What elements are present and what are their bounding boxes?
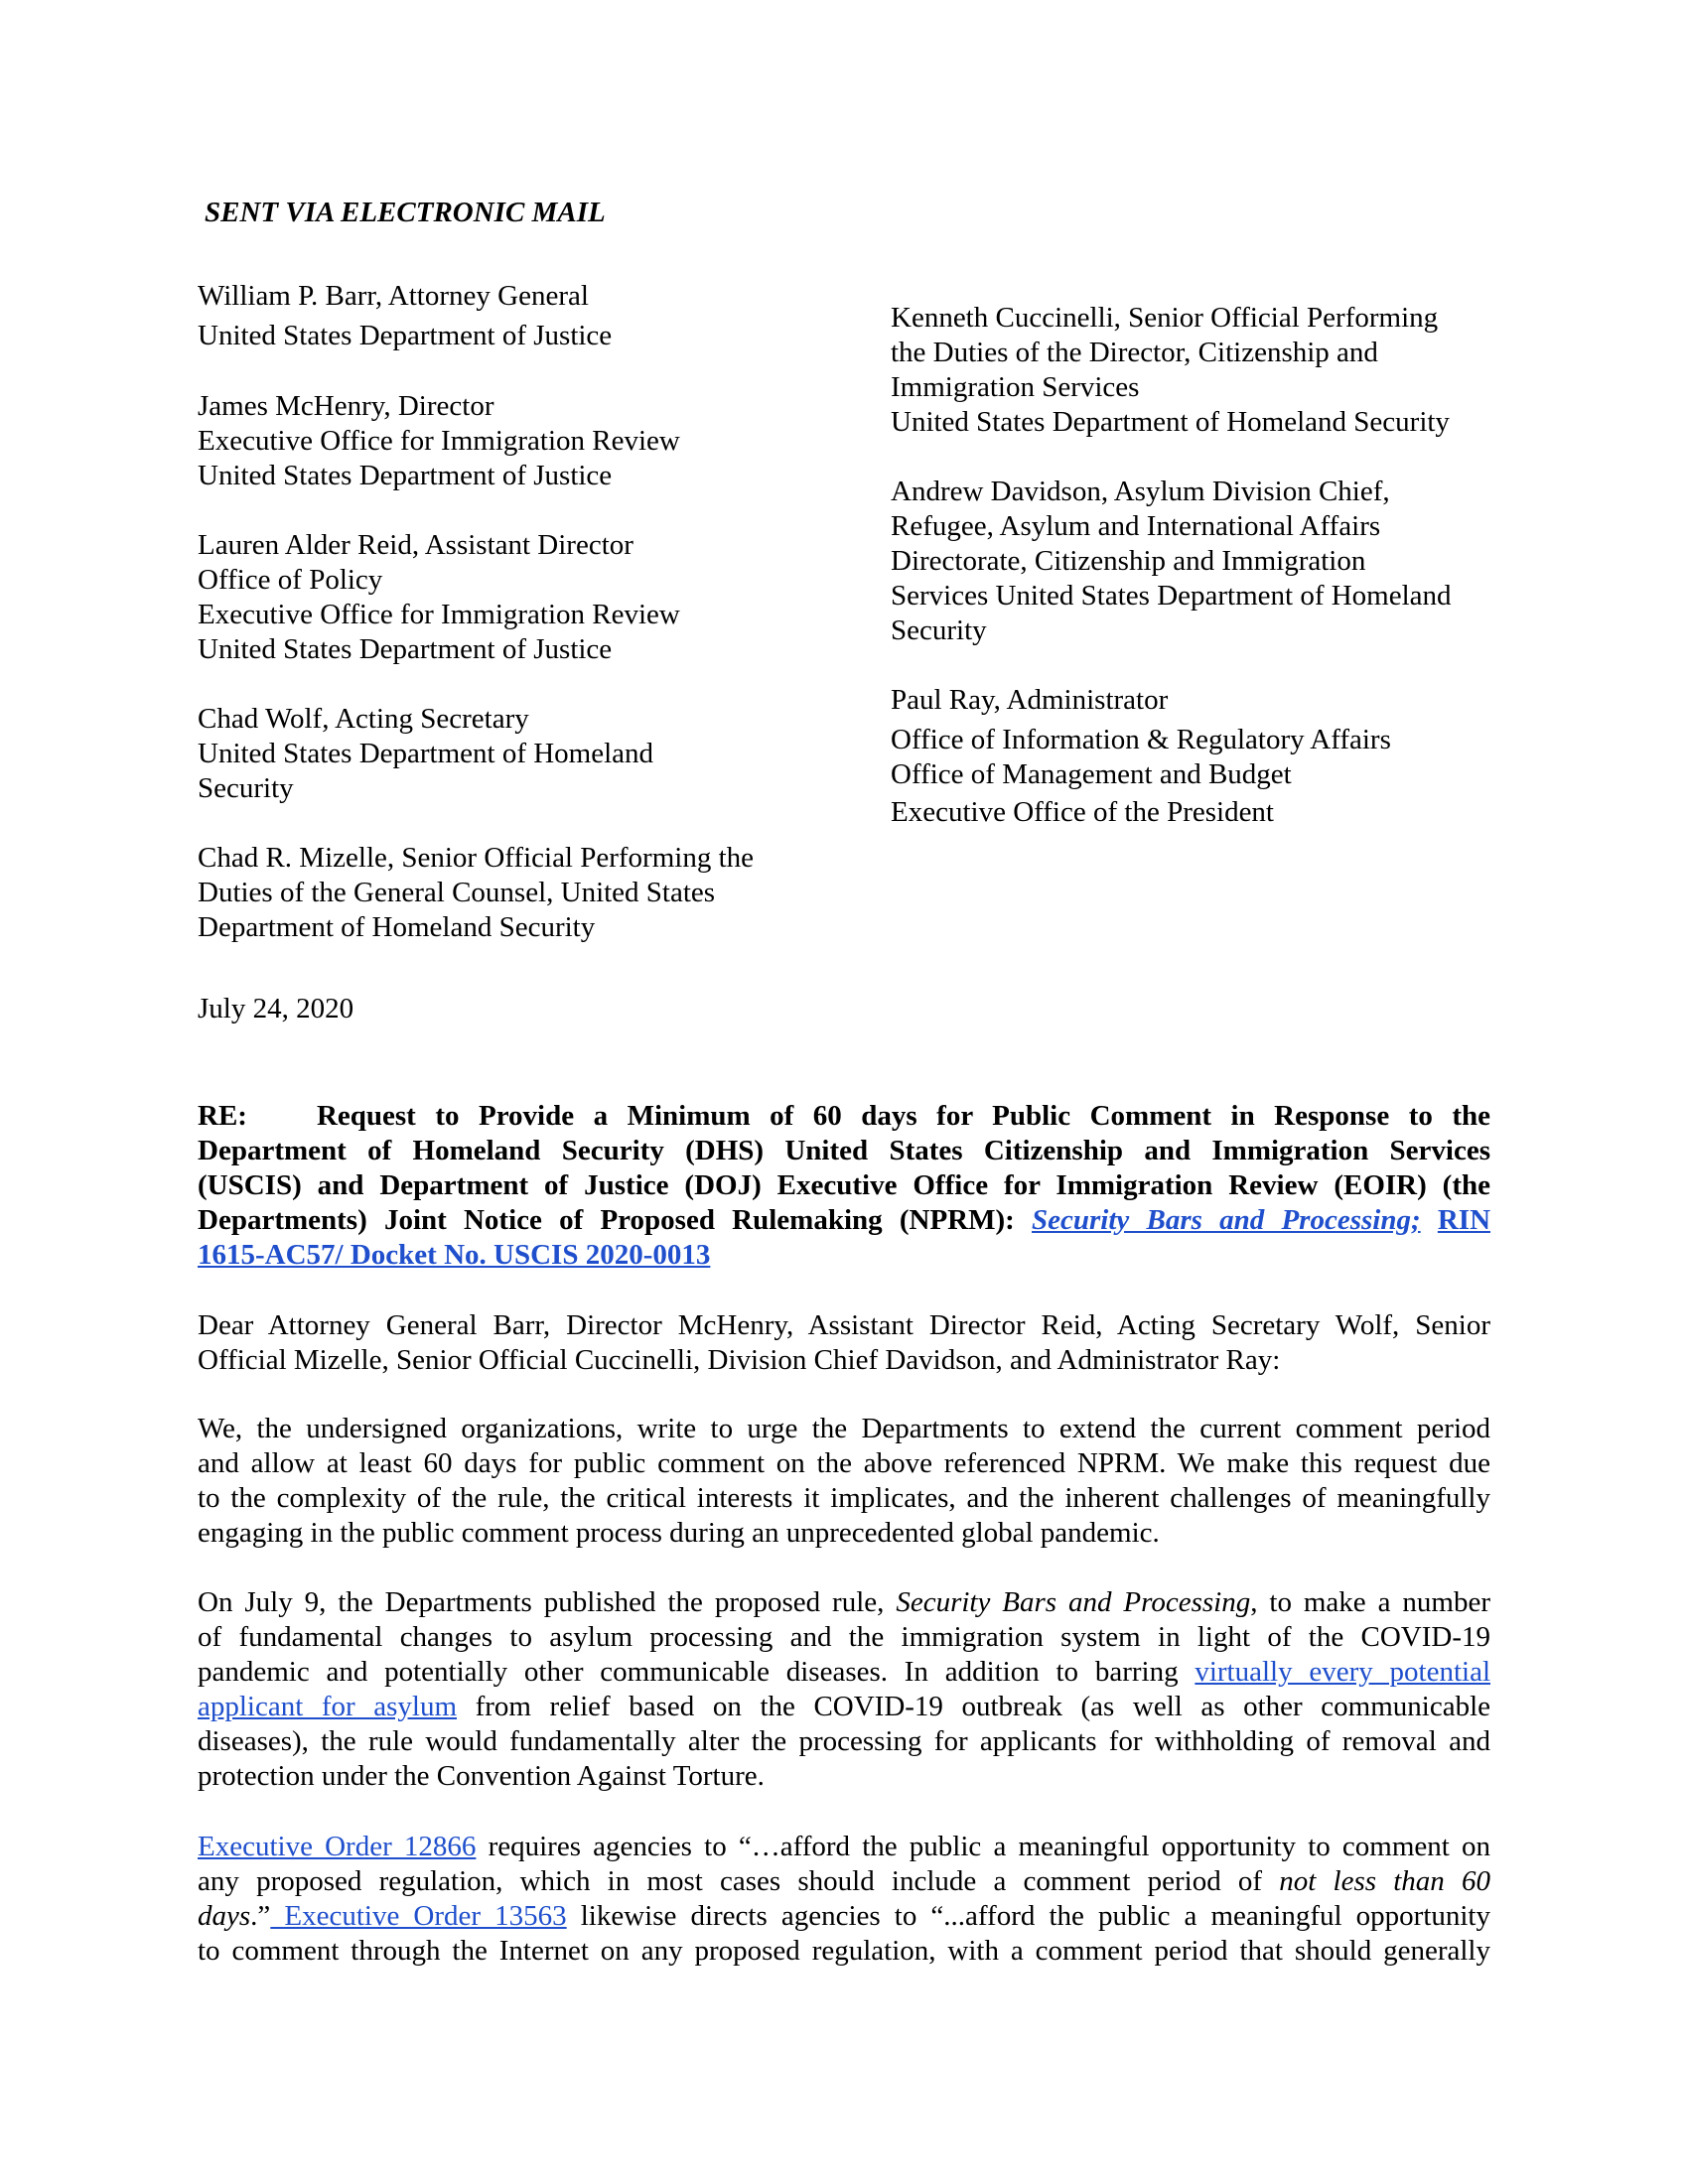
- recipient-barr: William P. Barr, Attorney General United States Department of Justice: [198, 280, 613, 351]
- rule-title-link[interactable]: Security Bars and Processing;: [1032, 1204, 1421, 1236]
- eo-13563-link[interactable]: Executive Order 13563: [270, 1900, 567, 1932]
- recipient-wolf: Chad Wolf, Acting Secretary United States Department of Homeland Security: [198, 703, 654, 804]
- salutation: Dear Attorney General Barr, Director McHenry, Assistant Director Reid, Acting Secretary Wolf, Senior Official Mizelle, Senior Official Cuccinelli, Division Chief Davidson, and Administrator Ray:: [198, 1309, 1490, 1376]
- rin-link[interactable]: RIN: [1437, 1204, 1491, 1236]
- asylum-bar-link[interactable]: virtually every potential: [1195, 1656, 1490, 1688]
- re-subject: RE: Request to Provide a Minimum of 60 days for Public Comment in Response to the Department of Homeland Security (DHS) United States Citizenship and Immigration Services (USCIS) and Department of Justice (DOJ) Executive Office for Immigration Review (EOIR) (the Departments) Joint Notice of Proposed Rulemaking (NPRM): Security Bars and Processing; RIN 1615-AC57/ Docket No. USCIS 2020-0013: [198, 1100, 1491, 1271]
- recipient-mchenry: James McHenry, Director Executive Office for Immigration Review United States Department of Justice: [198, 390, 680, 491]
- sent-via-line: SENT VIA ELECTRONIC MAIL: [205, 197, 606, 228]
- paragraph-executive-orders: Executive Order 12866 requires agencies to “…afford the public a meaningful opportunity to comment on any proposed regulation, which in most cases should include a comment period of not less than 60 days.” Executive Order 13563 likewise directs agencies to “...afford the public a meaningful opportunity to comment through the Internet on any proposed regulation, with a comment period that should generally: [198, 1831, 1491, 1967]
- recipient-reid: Lauren Alder Reid, Assistant Director Office of Policy Executive Office for Immigration Review United States Department of Justice: [198, 529, 680, 665]
- eo-12866-link[interactable]: Executive Order 12866: [198, 1831, 477, 1862]
- letter-date: July 24, 2020: [198, 993, 354, 1024]
- re-label: RE:: [198, 1100, 247, 1132]
- docket-link[interactable]: 1615-AC57/ Docket No. USCIS 2020-0013: [198, 1239, 711, 1271]
- recipient-mizelle: Chad R. Mizelle, Senior Official Performing the Duties of the General Counsel, United States Department of Homeland Security: [198, 842, 755, 943]
- recipient-ray: Paul Ray, Administrator Office of Information & Regulatory Affairs Office of Management and Budget Executive Office of the President: [891, 684, 1391, 828]
- paragraph-request: We, the undersigned organizations, write to urge the Departments to extend the current comment period and allow at least 60 days for public comment on the above referenced NPRM. We make this request due to the complexity of the rule, the critical interests it implicates, and the inherent challenges of meaningfully engaging in the public comment process during an unprecedented global pandemic.: [198, 1413, 1490, 1549]
- recipient-cuccinelli: Kenneth Cuccinelli, Senior Official Performing the Duties of the Director, Citizenship and Immigration Services United States Department of Homeland Security: [891, 302, 1450, 438]
- paragraph-proposed-rule: On July 9, the Departments published the proposed rule, Security Bars and Processing, to make a number of fundamental changes to asylum processing and the immigration system in light of the COVID-19 pandemic and potentially other communicable diseases. In addition to barring virtually every potential applicant for asylum from relief based on the COVID-19 outbreak (as well as other communicable diseases), the rule would fundamentally alter the processing for applicants for withholding of removal and protection under the Convention Against Torture.: [198, 1586, 1491, 1792]
- asylum-bar-link-cont[interactable]: applicant for asylum: [198, 1691, 458, 1722]
- recipient-davidson: Andrew Davidson, Asylum Division Chief, Refugee, Asylum and International Affairs Directorate, Citizenship and Immigration Services United States Department of Homeland Security: [891, 476, 1452, 646]
